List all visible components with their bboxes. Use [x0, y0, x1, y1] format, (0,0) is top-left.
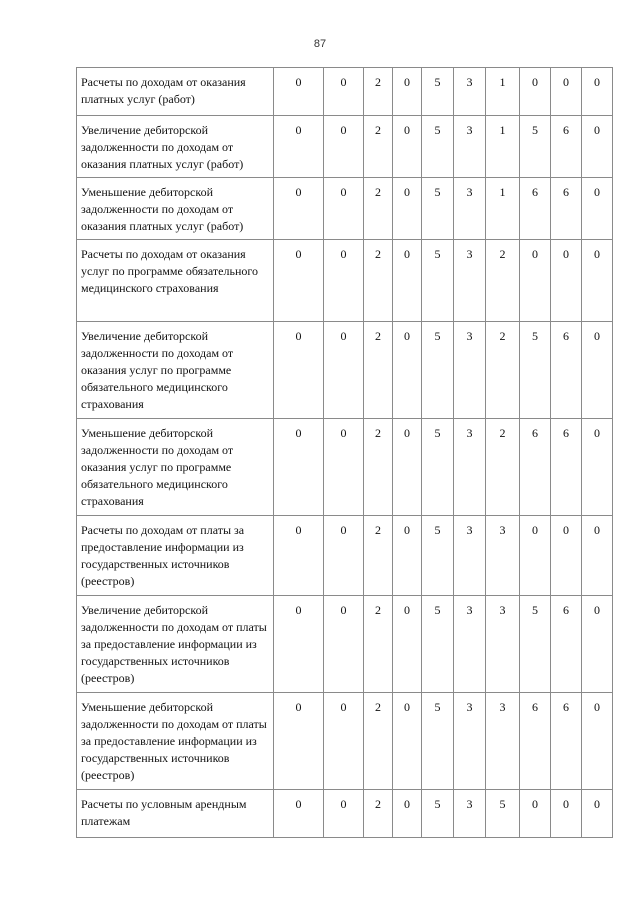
account-name-cell: Увеличение дебиторской задолженности по доходам от платы за предоставление информации из государственных источников (реестров) [77, 596, 274, 693]
account-name-cell: Расчеты по условным арендным платежам [77, 790, 274, 838]
code-digit-cell: 2 [364, 240, 393, 322]
code-digit-cell: 2 [364, 419, 393, 516]
code-digit-cell: 0 [324, 693, 364, 790]
code-digit-cell: 6 [551, 693, 582, 790]
code-digit-cell: 2 [486, 419, 520, 516]
code-digit-cell: 1 [486, 68, 520, 116]
code-digit-cell: 2 [486, 322, 520, 419]
table-row [77, 516, 613, 596]
code-digit-cell: 3 [486, 516, 520, 596]
code-digit-cell: 0 [582, 116, 613, 178]
table-body [77, 68, 613, 838]
page-number: 87 [313, 38, 327, 50]
code-digit-cell: 6 [520, 419, 551, 516]
code-digit-cell: 0 [274, 516, 324, 596]
table-row [77, 693, 613, 790]
table-row [77, 68, 613, 116]
code-digit-cell: 3 [454, 178, 486, 240]
code-digit-cell: 5 [422, 790, 454, 838]
code-digit-cell: 0 [582, 178, 613, 240]
code-digit-cell: 6 [551, 596, 582, 693]
code-digit-cell: 3 [454, 240, 486, 322]
code-digit-cell: 3 [454, 790, 486, 838]
table-row [77, 240, 613, 322]
code-digit-cell: 0 [274, 790, 324, 838]
code-digit-cell: 0 [582, 68, 613, 116]
code-digit-cell: 5 [422, 419, 454, 516]
account-name-cell: Уменьшение дебиторской задолженности по доходам от оказания платных услуг (работ) [77, 178, 274, 240]
code-digit-cell: 0 [582, 596, 613, 693]
table-row [77, 178, 613, 240]
code-digit-cell: 6 [520, 178, 551, 240]
code-digit-cell: 0 [393, 693, 422, 790]
code-digit-cell: 3 [454, 516, 486, 596]
code-digit-cell: 0 [324, 178, 364, 240]
code-digit-cell: 3 [486, 693, 520, 790]
code-digit-cell: 0 [324, 240, 364, 322]
code-digit-cell: 0 [520, 516, 551, 596]
code-digit-cell: 0 [520, 68, 551, 116]
code-digit-cell: 0 [324, 516, 364, 596]
code-digit-cell: 0 [393, 240, 422, 322]
code-digit-cell: 0 [393, 322, 422, 419]
account-codes-table [76, 67, 613, 838]
code-digit-cell: 0 [551, 240, 582, 322]
code-digit-cell: 0 [582, 693, 613, 790]
code-digit-cell: 2 [364, 178, 393, 240]
code-digit-cell: 0 [582, 322, 613, 419]
code-digit-cell: 5 [422, 322, 454, 419]
code-digit-cell: 5 [486, 790, 520, 838]
code-digit-cell: 0 [324, 419, 364, 516]
code-digit-cell: 2 [364, 693, 393, 790]
code-digit-cell: 0 [520, 790, 551, 838]
code-digit-cell: 0 [393, 68, 422, 116]
code-digit-cell: 5 [422, 68, 454, 116]
code-digit-cell: 0 [551, 516, 582, 596]
account-name-cell: Расчеты по доходам от платы за предоставление информации из государственных источников (реестров) [77, 516, 274, 596]
code-digit-cell: 0 [274, 116, 324, 178]
code-digit-cell: 0 [274, 68, 324, 116]
code-digit-cell: 6 [551, 322, 582, 419]
table-row [77, 322, 613, 419]
code-digit-cell: 3 [454, 596, 486, 693]
code-digit-cell: 0 [274, 693, 324, 790]
code-digit-cell: 0 [551, 790, 582, 838]
code-digit-cell: 1 [486, 116, 520, 178]
code-digit-cell: 5 [422, 178, 454, 240]
code-digit-cell: 0 [324, 68, 364, 116]
account-name-cell: Уменьшение дебиторской задолженности по доходам от платы за предоставление информации из государственных источников (реестров) [77, 693, 274, 790]
code-digit-cell: 0 [393, 116, 422, 178]
account-name-cell: Увеличение дебиторской задолженности по доходам от оказания услуг по программе обязательного медицинского страхования [77, 322, 274, 419]
code-digit-cell: 5 [520, 596, 551, 693]
code-digit-cell: 0 [393, 790, 422, 838]
code-digit-cell: 0 [393, 596, 422, 693]
account-name-cell: Расчеты по доходам от оказания платных услуг (работ) [77, 68, 274, 116]
table-row [77, 596, 613, 693]
code-digit-cell: 2 [364, 596, 393, 693]
code-digit-cell: 3 [486, 596, 520, 693]
code-digit-cell: 1 [486, 178, 520, 240]
code-digit-cell: 0 [274, 419, 324, 516]
code-digit-cell: 5 [520, 322, 551, 419]
code-digit-cell: 0 [582, 790, 613, 838]
account-name-cell: Расчеты по доходам от оказания услуг по программе обязательного медицинского страхования [77, 240, 274, 322]
code-digit-cell: 0 [324, 790, 364, 838]
code-digit-cell: 5 [422, 240, 454, 322]
code-digit-cell: 0 [324, 116, 364, 178]
code-digit-cell: 3 [454, 322, 486, 419]
code-digit-cell: 0 [520, 240, 551, 322]
code-digit-cell: 0 [324, 322, 364, 419]
code-digit-cell: 0 [274, 240, 324, 322]
account-name-cell: Увеличение дебиторской задолженности по доходам от оказания платных услуг (работ) [77, 116, 274, 178]
code-digit-cell: 5 [422, 116, 454, 178]
code-digit-cell: 6 [551, 419, 582, 516]
code-digit-cell: 0 [582, 240, 613, 322]
code-digit-cell: 0 [393, 516, 422, 596]
code-digit-cell: 2 [364, 68, 393, 116]
code-digit-cell: 5 [422, 516, 454, 596]
code-digit-cell: 0 [551, 68, 582, 116]
account-name-cell: Уменьшение дебиторской задолженности по доходам от оказания услуг по программе обязательного медицинского страхования [77, 419, 274, 516]
table-row [77, 419, 613, 516]
code-digit-cell: 0 [274, 596, 324, 693]
code-digit-cell: 0 [582, 516, 613, 596]
code-digit-cell: 3 [454, 419, 486, 516]
code-digit-cell: 0 [274, 178, 324, 240]
code-digit-cell: 5 [422, 596, 454, 693]
code-digit-cell: 3 [454, 693, 486, 790]
code-digit-cell: 2 [364, 322, 393, 419]
code-digit-cell: 2 [486, 240, 520, 322]
code-digit-cell: 5 [422, 693, 454, 790]
code-digit-cell: 6 [520, 693, 551, 790]
code-digit-cell: 6 [551, 116, 582, 178]
table-row [77, 116, 613, 178]
code-digit-cell: 2 [364, 516, 393, 596]
code-digit-cell: 2 [364, 790, 393, 838]
code-digit-cell: 0 [324, 596, 364, 693]
code-digit-cell: 0 [582, 419, 613, 516]
table-row [77, 790, 613, 838]
code-digit-cell: 3 [454, 68, 486, 116]
code-digit-cell: 3 [454, 116, 486, 178]
code-digit-cell: 2 [364, 116, 393, 178]
code-digit-cell: 0 [393, 419, 422, 516]
code-digit-cell: 0 [274, 322, 324, 419]
code-digit-cell: 5 [520, 116, 551, 178]
code-digit-cell: 6 [551, 178, 582, 240]
code-digit-cell: 0 [393, 178, 422, 240]
